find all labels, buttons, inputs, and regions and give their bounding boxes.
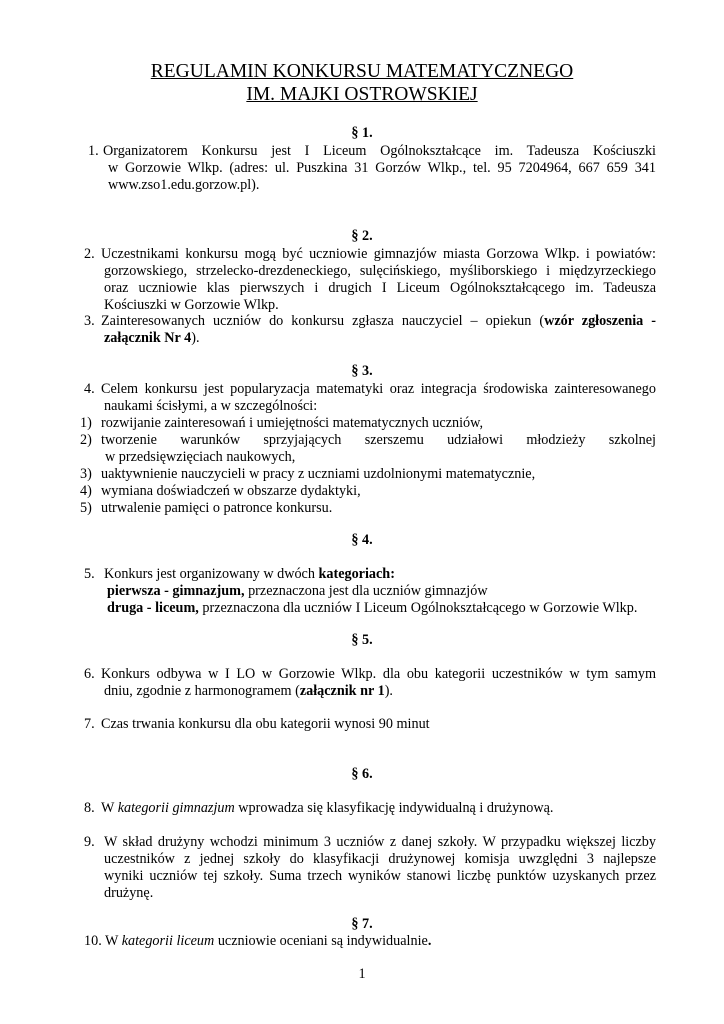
paragraph-line: uczestników z jednej szkoły do klasyfikacji drużynowej komisja uwzględni 3 najlepsze — [104, 851, 656, 867]
goal-text: wymiana doświadczeń w obszarze dydaktyki, — [101, 483, 361, 499]
paragraph-line: Kościuszki w Gorzowie Wlkp. — [104, 297, 279, 313]
paragraph-number: 5. — [84, 566, 95, 582]
section-2-heading: § 2. — [351, 228, 373, 244]
paragraph-line: www.zso1.edu.gorzow.pl). — [108, 177, 260, 193]
paragraph-line: w Gorzowie Wlkp. (adres: ul. Puszkina 31 Gorzów Wlkp., tel. 95 7204964, 667 659 341 — [108, 160, 656, 176]
paragraph-line: naukami ścisłymi, a w szczególności: — [104, 398, 318, 414]
bold-reference: załącznik nr 1 — [299, 683, 385, 699]
bold-term: kategoriach: — [318, 566, 395, 582]
goal-number: 1) — [80, 415, 92, 431]
goal-number: 3) — [80, 466, 92, 482]
title-line-2: IM. MAJKI OSTROWSKIEJ — [246, 84, 478, 105]
bold-reference: wzór zgłoszenia - — [544, 313, 656, 329]
goal-number: 2) — [80, 432, 92, 448]
paragraph-number: 4. — [84, 381, 95, 397]
goal-text: w przedsięwzięciach naukowych, — [105, 449, 296, 465]
section-6-heading: § 6. — [351, 766, 373, 782]
goal-text: utrwalenie pamięci o patronce konkursu. — [101, 500, 333, 516]
paragraph-line: Organizatorem Konkursu jest I Liceum Ogólnokształcące im. Tadeusza Kościuszki — [103, 143, 656, 159]
paragraph-line: Zainteresowanych uczniów do konkursu zgłasza nauczyciel – opiekun ( — [101, 313, 545, 329]
paragraph-line: wyniki uczniów tej szkoły. Suma trzech wyników stanowi liczbę punktów uzyskanych przez — [104, 868, 656, 884]
goal-text: uaktywnienie nauczycieli w pracy z uczniami uzdolnionymi matematycznie, — [101, 466, 536, 482]
paragraph-number: 6. — [84, 666, 95, 682]
paragraph-number: 7. — [84, 716, 95, 732]
category-2-label: druga - liceum, — [107, 600, 199, 616]
paragraph-line: gorzowskiego, strzelecko-drezdeneckiego, sulęcińskiego, myśliborskiego i międzyrzeckiego — [104, 263, 656, 279]
goal-text: rozwijanie zainteresowań i umiejętności matematycznych uczniów, — [101, 415, 483, 431]
section-3-heading: § 3. — [351, 363, 373, 379]
category-2-desc: przeznaczona dla uczniów I Liceum Ogólnokształcącego w Gorzowie Wlkp. — [198, 600, 638, 616]
paragraph-number: 8. — [84, 800, 95, 816]
document-page: REGULAMIN KONKURSU MATEMATYCZNEGO IM. MAJKI OSTROWSKIEJ § 1. 1. Organizatorem Konkursu jest I Liceum Ogólnokształcące im. Tadeusza Kościuszki w Gorzowie Wlkp. (adres: ul. Puszkina 31 Gorzów Wlkp., tel. 95 7204964, 667 659 341 www.zso1.edu.gorzow.pl). § 2. 2. Uczestnikami konkursu mogą być uczniowie gimnazjów miasta Gorzowa Wlkp. i powiatów: gorzowskiego, strzelecko-drezdeneckiego, sulęcińskiego, myśliborskiego i międzyrzeckiego oraz uczniowie klas pierwszych i drugich I Liceum Ogólnokształcącego im. Tadeusza Kościuszki w Gorzowie Wlkp. 3. Zainteresowanych uczniów do konkursu zgłasza nauczyciel – opiekun (wzór zgłoszenia - załącznik Nr 4). § 3. 4. Celem konkursu jest popularyzacja matematyki oraz integracja środowiska zainteresowanego naukami ścisłymi, a w szczególności: 1) rozwijanie zainteresowań i umiejętności matematycznych uczniów, 2) tworzenie warunków sprzyjających szerszemu udziałowi młodzieży szkolnej w przedsięwzięciach naukowych, 3) uaktywnienie nauczycieli w pracy z uczniami uzdolnionymi matematycznie, 4) wymiana doświadczeń w obszarze dydaktyki, 5) utrwalenie pamięci o patronce konkursu. § 4. 5. Konkurs jest organizowany w dwóch kategoriach: pierwsza - gimnazjum, przeznaczona jest dla uczniów gimnazjów druga - liceum, przeznaczona dla uczniów I Liceum Ogólnokształcącego w Gorzowie Wlkp. § 5. 6. Konkurs odbywa w I LO w Gorzowie Wlkp. dla obu kategorii uczestników w tym samym dniu, zgodnie z harmonogramem (załącznik nr 1). 7. Czas trwania konkursu dla obu kategorii wynosi 90 minut § 6. 8. W kategorii gimnazjum wprowadza się klasyfikację indywidualną i drużynową. 9. W skład drużyny wchodzi minimum 3 uczniów z danej szkoły. W przypadku większej liczby uczestników z jednej szkoły do klasyfikacji drużynowej komisja uwzględni 3 najlepsze wyniki uczniów tej szkoły. Suma trzech wyników stanowi liczbę punktów uzyskanych przez drużynę. § 7. 10. W kategorii liceum uczniowie oceniani są indywidualnie. 1 — [0, 0, 724, 1024]
goal-number: 5) — [80, 500, 92, 516]
category-1-label: pierwsza - gimnazjum, — [107, 583, 245, 599]
paragraph-line: Konkurs odbywa w I LO w Gorzowie Wlkp. dla obu kategorii uczestników w tym samym — [101, 666, 656, 682]
paragraph-line: dniu, zgodnie z harmonogramem ( — [104, 683, 300, 699]
paragraph-number: 3. — [84, 313, 95, 329]
page-number: 1 — [358, 966, 366, 982]
paragraph-line: Uczestnikami konkursu mogą być uczniowie gimnazjów miasta Gorzowa Wlkp. i powiatów: — [101, 246, 656, 262]
paragraph-line: drużynę. — [104, 885, 154, 901]
paragraph-line: oraz uczniowie klas pierwszych i drugich I Liceum Ogólnokształcącego im. Tadeusza — [104, 280, 656, 296]
paragraph-line: Czas trwania konkursu dla obu kategorii wynosi 90 minut — [101, 716, 430, 732]
section-5-heading: § 5. — [351, 632, 373, 648]
category-1-desc: przeznaczona jest dla uczniów gimnazjów — [244, 583, 488, 599]
paragraph-line: W skład drużyny wchodzi minimum 3 uczniów z danej szkoły. W przypadku większej liczby — [104, 834, 656, 850]
goal-number: 4) — [80, 483, 92, 499]
goal-text: tworzenie warunków sprzyjających szerszemu udziałowi młodzieży szkolnej — [101, 432, 656, 448]
bold-reference: załącznik Nr 4 — [104, 330, 192, 346]
title-line-1: REGULAMIN KONKURSU MATEMATYCZNEGO — [150, 61, 574, 82]
italic-term: kategorii gimnazjum — [117, 800, 235, 816]
paragraph-line: Konkurs jest organizowany w dwóch — [104, 566, 319, 582]
italic-term: kategorii liceum — [121, 933, 215, 949]
paragraph-number: 2. — [84, 246, 95, 262]
paragraph-number: 9. — [84, 834, 95, 850]
document-title — [0, 60, 724, 106]
section-7-heading: § 7. — [351, 916, 373, 932]
paragraph-number: 1. — [88, 143, 99, 159]
section-4-heading: § 4. — [351, 532, 373, 548]
paragraph-line: Celem konkursu jest popularyzacja matematyki oraz integracja środowiska zainteresowanego — [101, 381, 656, 397]
paragraph-number: 10. — [84, 933, 102, 949]
section-1-heading: § 1. — [351, 125, 373, 141]
